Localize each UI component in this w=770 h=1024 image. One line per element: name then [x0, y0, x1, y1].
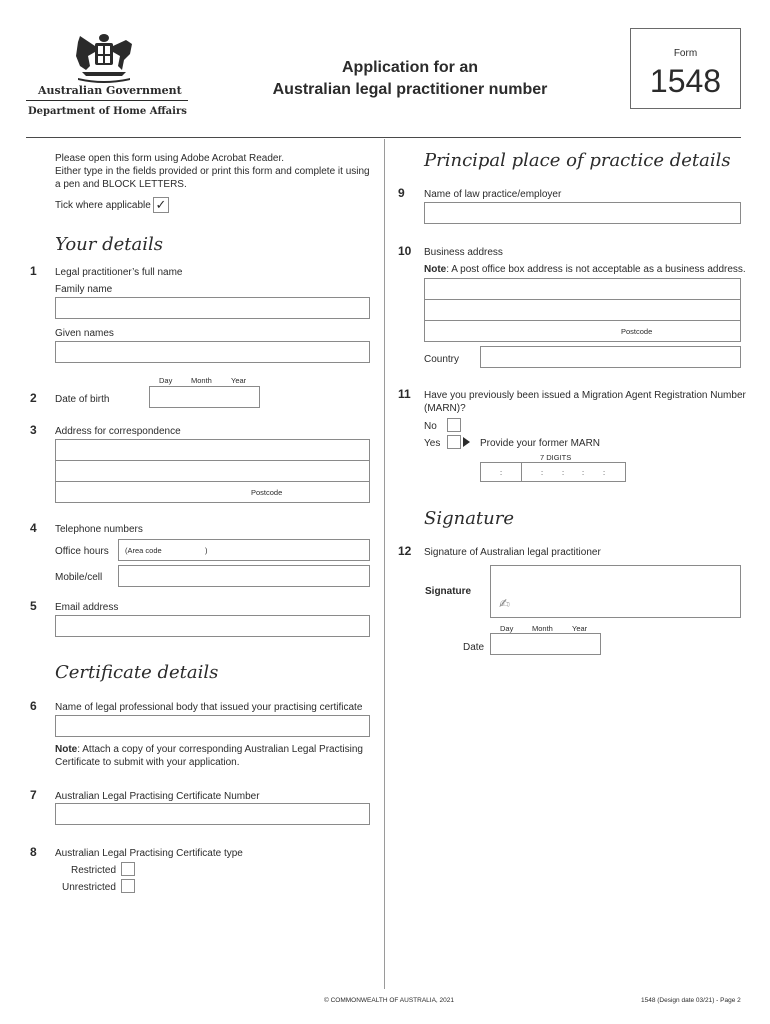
form-title [240, 57, 580, 101]
intro-line-1: Please open this form using Adobe Acrobat Reader. [55, 153, 285, 164]
unrestricted-label: Unrestricted [62, 882, 116, 893]
provide-marn-label: Provide your former MARN [480, 438, 601, 449]
marn-digit-tick-1: : [500, 468, 503, 477]
practice-heading: Principal place of practice details [424, 150, 731, 171]
q11-number: 11 [398, 387, 411, 401]
q2-label: Date of birth [55, 394, 110, 405]
certificate-number-input[interactable] [55, 803, 370, 825]
pen-icon: ✍ [499, 596, 510, 611]
q4-number: 4 [30, 521, 37, 535]
sig-year-label: Year [572, 624, 588, 633]
tick-example-box [153, 197, 169, 213]
given-names-input[interactable] [55, 341, 370, 363]
q10-number: 10 [398, 244, 412, 258]
marn-separator [521, 463, 522, 481]
marn-yes-checkbox[interactable] [447, 435, 461, 449]
copyright-text: © COMMONWEALTH OF AUSTRALIA, 2021 [324, 997, 454, 1004]
correspondence-address-line-2[interactable] [55, 460, 370, 482]
country-input[interactable] [480, 346, 741, 368]
certificate-heading: Certificate details [55, 662, 219, 683]
professional-body-input[interactable] [55, 715, 370, 737]
q5-label: Email address [55, 602, 119, 613]
marn-input[interactable] [480, 462, 626, 482]
government-name: Australian Government [38, 84, 182, 97]
q9-number: 9 [398, 186, 405, 200]
q3-label: Address for correspondence [55, 426, 181, 437]
q10-label: Business address [424, 247, 503, 258]
q4-label: Telephone numbers [55, 524, 143, 535]
title-line-1: Application for an [342, 59, 478, 76]
dob-month-label: Month [191, 376, 212, 385]
tick-mark: ✓ [155, 197, 167, 212]
family-name-input[interactable] [55, 297, 370, 319]
q10-note-bold: Note [424, 264, 447, 275]
business-address-line-3[interactable] [424, 320, 741, 342]
q1-label: Legal practitioner’s full name [55, 267, 183, 278]
signature-input[interactable] [490, 565, 741, 618]
correspondence-address-line-3[interactable] [55, 481, 370, 503]
header-divider [26, 137, 741, 138]
form-number: 1548 [649, 63, 722, 99]
signature-date-input[interactable] [490, 633, 601, 655]
q11-label-line-2: (MARN)? [424, 403, 466, 414]
signature-label: Signature [425, 586, 472, 597]
q8-label: Australian Legal Practising Certificate type [55, 848, 243, 859]
tick-instruction: Tick where applicable [55, 200, 151, 211]
area-code-close: ) [205, 546, 208, 555]
dob-year-label: Year [231, 376, 247, 385]
page-info: 1548 (Design date 03/21) - Page 2 [641, 997, 741, 1004]
sig-month-label: Month [532, 624, 553, 633]
q7-label: Australian Legal Practising Certificate Number [55, 791, 260, 802]
header-rule [26, 100, 188, 101]
business-address-line-2[interactable] [424, 299, 741, 321]
marn-digit-tick-4: : [582, 468, 585, 477]
correspondence-address-line-1[interactable] [55, 439, 370, 461]
area-code-open: (Area code [125, 546, 162, 555]
q10-note-text: : A post office box address is not acceptable as a business address. [446, 264, 746, 275]
q6-note [55, 743, 375, 769]
sig-day-label: Day [500, 624, 514, 633]
law-practice-input[interactable] [424, 202, 741, 224]
date-of-birth-input[interactable] [149, 386, 260, 408]
q8-number: 8 [30, 845, 37, 859]
country-label: Country [424, 354, 460, 365]
restricted-checkbox[interactable] [121, 862, 135, 876]
family-name-label: Family name [55, 284, 113, 295]
q7-number: 7 [30, 788, 37, 802]
q6-label: Name of legal professional body that issued your practising certificate [55, 702, 363, 713]
business-postcode-label: Postcode [621, 327, 653, 336]
unrestricted-checkbox[interactable] [121, 879, 135, 893]
crest-logo [68, 26, 140, 84]
q5-number: 5 [30, 599, 37, 613]
your-details-heading: Your details [55, 234, 163, 255]
marn-no-checkbox[interactable] [447, 418, 461, 432]
intro-line-3: a pen and BLOCK LETTERS. [55, 179, 187, 190]
signature-heading: Signature [424, 508, 515, 529]
q12-number: 12 [398, 544, 412, 558]
q11-label-line-1: Have you previously been issued a Migration Agent Registration Number [424, 390, 746, 401]
q6-number: 6 [30, 699, 37, 713]
q9-label: Name of law practice/employer [424, 189, 562, 200]
department-name: Department of Home Affairs [28, 106, 187, 117]
title-line-2: Australian legal practitioner number [272, 81, 548, 98]
q11-label [424, 389, 754, 415]
q6-note-line-2: Certificate to submit with your application. [55, 757, 240, 768]
marn-digits-label: 7 DIGITS [540, 453, 572, 462]
marn-digit-tick-2: : [541, 468, 544, 477]
mobile-label: Mobile/cell [55, 572, 103, 583]
postcode-label: Postcode [251, 488, 283, 497]
form-label: Form [673, 48, 698, 59]
arrow-right-icon [463, 437, 470, 447]
form-number-box [630, 28, 741, 109]
q3-number: 3 [30, 423, 37, 437]
intro-text [55, 152, 375, 191]
marn-yes-label: Yes [424, 438, 441, 449]
marn-digit-tick-3: : [562, 468, 565, 477]
marn-no-label: No [424, 421, 437, 432]
q1-number: 1 [30, 264, 37, 278]
given-names-label: Given names [55, 328, 114, 339]
office-hours-phone-input[interactable] [118, 539, 370, 561]
mobile-phone-input[interactable] [118, 565, 370, 587]
dob-day-label: Day [159, 376, 173, 385]
intro-line-2: Either type in the fields provided or print this form and complete it using [55, 166, 370, 177]
column-divider [384, 139, 385, 989]
office-hours-label: Office hours [55, 546, 109, 557]
marn-digit-tick-5: : [603, 468, 606, 477]
q12-label: Signature of Australian legal practitioner [424, 547, 601, 558]
email-input[interactable] [55, 615, 370, 637]
q6-note-bold: Note [55, 744, 78, 755]
restricted-label: Restricted [71, 865, 117, 876]
business-address-line-1[interactable] [424, 278, 741, 300]
q10-note [424, 263, 754, 276]
date-label: Date [463, 642, 485, 653]
q2-number: 2 [30, 391, 37, 405]
q6-note-line-1: : Attach a copy of your corresponding Australian Legal Practising [77, 744, 363, 755]
